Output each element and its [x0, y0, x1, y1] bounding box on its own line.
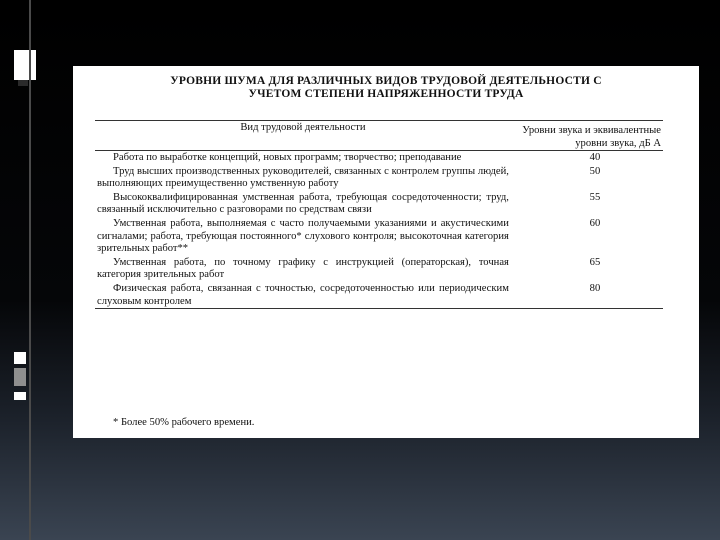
- title-line-1: УРОВНИ ШУМА ДЛЯ РАЗЛИЧНЫХ ВИДОВ ТРУДОВОЙ ДЕЯТЕЛЬНОСТИ С: [170, 75, 602, 87]
- decorative-block-top: [18, 80, 28, 86]
- row-level: 80: [589, 282, 601, 294]
- decorative-bar-top: [14, 50, 36, 80]
- row-level: 55: [589, 191, 601, 203]
- table-row: [95, 165, 663, 191]
- row-activity: Работа по выработке концепций, новых программ; творчество; преподавание: [113, 152, 462, 163]
- row-activity: Труд высших производственных руководителей, связанных с контролем группы людей, выполняющих преимущественно умственную работу: [97, 165, 509, 190]
- document-title: [73, 75, 699, 101]
- table-header-row: [95, 121, 663, 151]
- decorative-bar-bottom-3: [14, 392, 26, 400]
- row-activity: Умственная работа, по точному графику с инструкцией (операторская), точная категория зрительных работ: [97, 256, 509, 281]
- row-activity: Физическая работа, связанная с точностью, сосредоточенностью или периодическим слуховым контролем: [97, 282, 509, 307]
- table-row: [95, 191, 663, 217]
- row-activity: Умственная работа, выполняемая с часто получаемыми указаниями и акустическими сигналами; работа, требующая постоянного* слухового контроля; высокоточная категория зрительных работ**: [97, 217, 509, 255]
- table-row: [95, 151, 663, 165]
- decorative-line-left: [29, 0, 31, 540]
- row-level: 65: [589, 256, 601, 268]
- row-level: 40: [589, 152, 601, 163]
- document-slide: [73, 66, 699, 438]
- table-row: [95, 217, 663, 256]
- decorative-bar-bottom-2: [14, 368, 26, 386]
- footnote: * Более 50% рабочего времени.: [113, 417, 255, 428]
- decorative-bar-bottom-1: [14, 352, 26, 364]
- table-row: [95, 256, 663, 282]
- header-activity: Вид трудовой деятельности: [240, 122, 366, 133]
- title-line-2: УЧЕТОМ СТЕПЕНИ НАПРЯЖЕННОСТИ ТРУДА: [248, 88, 524, 100]
- table-row: [95, 282, 663, 309]
- row-level: 60: [589, 217, 601, 229]
- header-level: Уровни звука и эквивалентные уровни звука, дБ А: [522, 125, 661, 149]
- row-activity: Высококвалифицированная умственная работа, требующая сосредоточенности; труд, связанный исключительно с разговорами по средствам связи: [97, 191, 509, 216]
- noise-levels-table: [95, 120, 663, 309]
- row-level: 50: [589, 165, 601, 177]
